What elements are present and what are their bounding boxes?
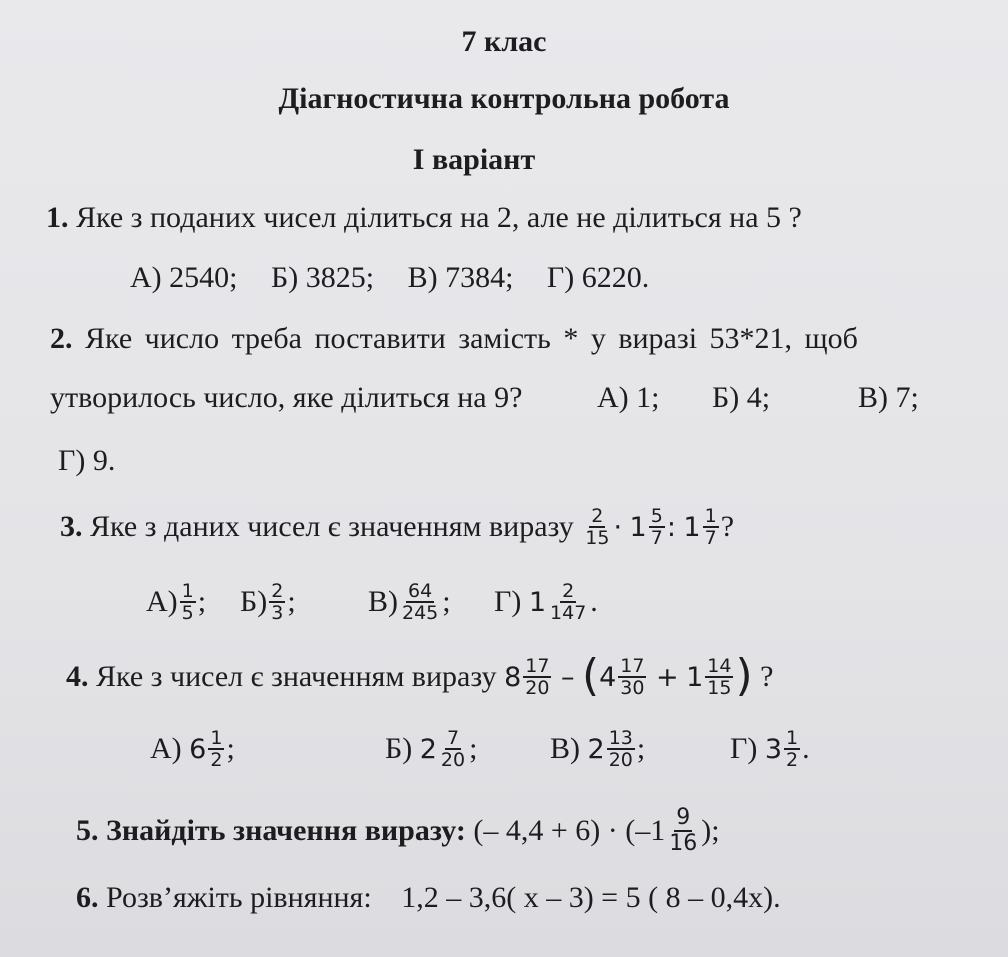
task-number: 1. [46, 201, 69, 234]
task-6-question [76, 880, 781, 916]
answer-option: В) 7384; [407, 261, 514, 294]
answer-option: А) 1; [597, 381, 660, 414]
fraction: $\frac{14}{15}$ [707, 655, 732, 699]
fraction: $\frac{1}{2}$ [210, 727, 223, 771]
grade-heading: 7 клас [461, 25, 547, 58]
answer-option: В) $\frac{64}{245}$ ; [368, 580, 451, 624]
task-number: 3. [60, 509, 83, 543]
equation: 1,2 – 3,6( х – 3) = 5 ( 8 – 0,4х). [401, 881, 781, 914]
fraction: $\frac{7}{20}$ [440, 727, 466, 771]
task-number: 6. [76, 881, 99, 914]
fraction: $\frac{64}{245}$ [402, 580, 439, 624]
variant-heading: І варіант [412, 143, 536, 176]
task-text: Яке з поданих чисел ділиться на 2, але не ділиться на 5 ? [76, 201, 802, 234]
fraction: $\frac{2}{15}$ [585, 505, 610, 549]
answer-option: А) $\frac{1}{5}$ ; [146, 580, 207, 624]
task-text: Яке число треба поставити замість * у виразі 53*21, щоб [85, 322, 858, 355]
task-2-question-line2 [50, 380, 522, 416]
fraction: $\frac{1}{2}$ [786, 727, 799, 771]
fraction: $\frac{2}{147}$ [550, 580, 587, 624]
answer-option: В) 7; [858, 381, 919, 414]
task-text: Знайдіть значення виразу: [106, 813, 466, 847]
answer-option: Г) 3 $\frac{1}{2}$ . [730, 727, 810, 771]
fraction: $\frac{17}{20}$ [525, 655, 550, 699]
task-text: Яке з даних чисел є значенням виразу [90, 509, 574, 543]
answer-option: Б) 3825; [271, 261, 375, 294]
task-number: 2. [50, 322, 73, 355]
fraction: $\frac{13}{20}$ [608, 727, 633, 771]
fraction: $\frac{2}{3}$ [271, 580, 284, 624]
fraction: $\frac{5}{7}$ [650, 505, 663, 549]
task-text: утворилось число, яке ділиться на 9? [50, 381, 523, 414]
task-text: Розв’яжіть рівняння: [106, 881, 372, 914]
answer-option: В) 2 $\frac{13}{20}$ ; [550, 727, 646, 771]
answer-option: Г) 9. [58, 444, 116, 477]
answer-option: А) 2540; [130, 261, 238, 294]
fraction: $\frac{1}{5}$ [181, 580, 194, 624]
fraction: $\frac{9}{16}$ [669, 805, 698, 856]
answer-option: Г) 6220. [546, 261, 650, 294]
answer-option: А) 6 $\frac{1}{2}$ ; [150, 727, 235, 771]
task-number: 5. [76, 813, 99, 847]
page-title: Діагностична контрольна робота [278, 82, 730, 115]
task-5-question: 5. Знайдіть значення виразу: (– 4,4 + 6) · (–1 $\frac{9}{16}$ ); [76, 805, 720, 856]
fraction: $\frac{1}{7}$ [704, 505, 717, 549]
task-text: Яке з чисел є значенням виразу [96, 659, 497, 693]
task-3-question: 3. Яке з даних чисел є значенням виразу $\frac{2}{15}$ · 1 $\frac{5}{7}$ : 1 $\frac{1}{7}$ ? [60, 505, 735, 549]
task-4-question: 4. Яке з чисел є значенням виразу 8 $\frac{17}{20}$ – (4 $\frac{17}{30}$ + 1 $\frac{14}{15}$ ) ? [66, 650, 774, 701]
task-number: 4. [66, 659, 89, 693]
answer-option: Б) 4; [712, 381, 771, 414]
task-2-question-line1 [50, 321, 858, 357]
task-1-question [46, 200, 802, 236]
task-1-options [130, 260, 675, 296]
answer-option: Г) 1 $\frac{2}{147}$ . [494, 580, 598, 624]
answer-option: Б) 2 $\frac{7}{20}$ ; [385, 727, 478, 771]
fraction: $\frac{17}{30}$ [620, 655, 645, 699]
expression: (– 4,4 + 6) · (–1 [473, 813, 666, 847]
answer-option: Б) $\frac{2}{3}$ ; [240, 580, 296, 624]
